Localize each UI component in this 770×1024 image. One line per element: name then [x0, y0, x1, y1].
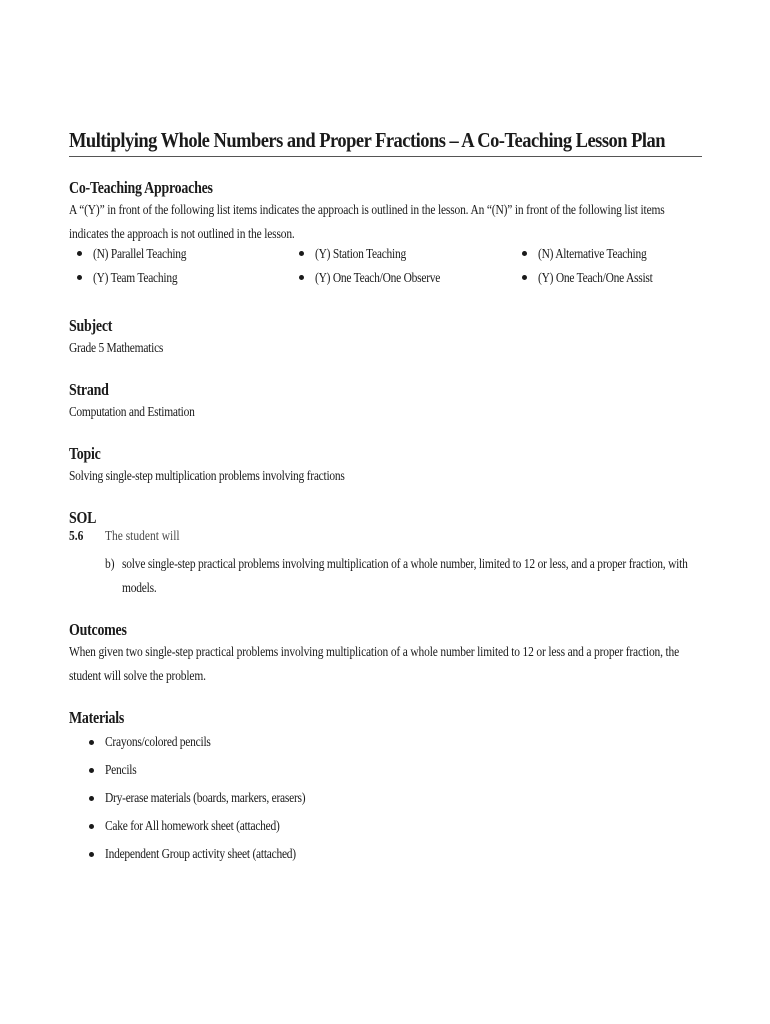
- document-title: Multiplying Whole Numbers and Proper Fractions – A Co-Teaching Lesson Plan: [69, 128, 666, 152]
- sol-item-text: solve single-step practical problems involving multiplication of a whole number, limited to 12 or less, and a proper fraction, with models.: [122, 557, 688, 596]
- approach-item: [522, 271, 678, 287]
- sol-item-letter: b): [105, 557, 115, 572]
- materials-section: [69, 707, 702, 869]
- sol-section: [69, 507, 702, 601]
- approach-label: (Y) Station Teaching: [315, 247, 406, 262]
- bullet-icon: [89, 796, 94, 801]
- topic-section: [69, 443, 702, 489]
- materials-heading: Materials: [69, 708, 125, 727]
- approach-item: [522, 247, 670, 263]
- list-item: [69, 785, 702, 813]
- approach-item: [299, 247, 426, 263]
- outcomes-heading: Outcomes: [69, 620, 127, 639]
- material-label: Pencils: [105, 763, 137, 778]
- strand-section: [69, 379, 702, 425]
- material-label: Crayons/colored pencils: [105, 735, 211, 750]
- outcomes-text: When given two single-step practical problems involving multiplication of a whole number limited to 12 or less and a proper fraction, the student will solve the problem.: [69, 645, 680, 684]
- bullet-icon: [522, 275, 527, 280]
- bullet-icon: [89, 824, 94, 829]
- material-label: Independent Group activity sheet (attached): [105, 847, 296, 862]
- topic-heading: Topic: [69, 444, 101, 463]
- approach-label: (N) Parallel Teaching: [93, 247, 187, 262]
- sol-row: [69, 529, 702, 553]
- bullet-icon: [299, 275, 304, 280]
- material-label: Cake for All homework sheet (attached): [105, 819, 280, 834]
- sol-heading: SOL: [69, 508, 97, 527]
- list-item: [69, 813, 702, 841]
- lesson-plan-page: [69, 120, 702, 887]
- material-label: Dry-erase materials (boards, markers, erasers): [105, 791, 306, 806]
- title-divider: [69, 156, 702, 157]
- materials-list: [69, 729, 702, 869]
- approach-item: [77, 247, 207, 263]
- bullet-icon: [89, 740, 94, 745]
- co-teaching-section: [69, 177, 702, 297]
- bullet-icon: [77, 275, 82, 280]
- list-item: [69, 757, 702, 785]
- strand-heading: Strand: [69, 380, 109, 399]
- bullet-icon: [77, 251, 82, 256]
- approach-label: (N) Alternative Teaching: [538, 247, 647, 262]
- approach-list: [69, 247, 702, 297]
- sol-number: 5.6: [69, 529, 84, 544]
- list-item: [69, 729, 702, 757]
- subject-section: [69, 315, 702, 361]
- bullet-icon: [89, 852, 94, 857]
- topic-text: Solving single-step multiplication problems involving fractions: [69, 469, 345, 484]
- sol-intro: The student will: [105, 529, 180, 544]
- approach-item: [77, 271, 196, 287]
- list-item: [69, 841, 702, 869]
- approach-item: [299, 271, 468, 287]
- subject-heading: Subject: [69, 316, 113, 335]
- sol-item: [69, 553, 702, 601]
- subject-text: Grade 5 Mathematics: [69, 341, 164, 356]
- approach-label: (Y) Team Teaching: [93, 271, 178, 286]
- bullet-icon: [522, 251, 527, 256]
- strand-text: Computation and Estimation: [69, 405, 195, 420]
- outcomes-section: [69, 619, 702, 689]
- co-teaching-description: A “(Y)” in front of the following list items indicates the approach is outlined in the lesson. An “(N)” in front of the following list items indicates the approach is not outlined in the lesson.: [69, 203, 665, 242]
- approach-label: (Y) One Teach/One Observe: [315, 271, 441, 286]
- co-teaching-heading: Co-Teaching Approaches: [69, 178, 213, 197]
- bullet-icon: [89, 768, 94, 773]
- bullet-icon: [299, 251, 304, 256]
- approach-label: (Y) One Teach/One Assist: [538, 271, 653, 286]
